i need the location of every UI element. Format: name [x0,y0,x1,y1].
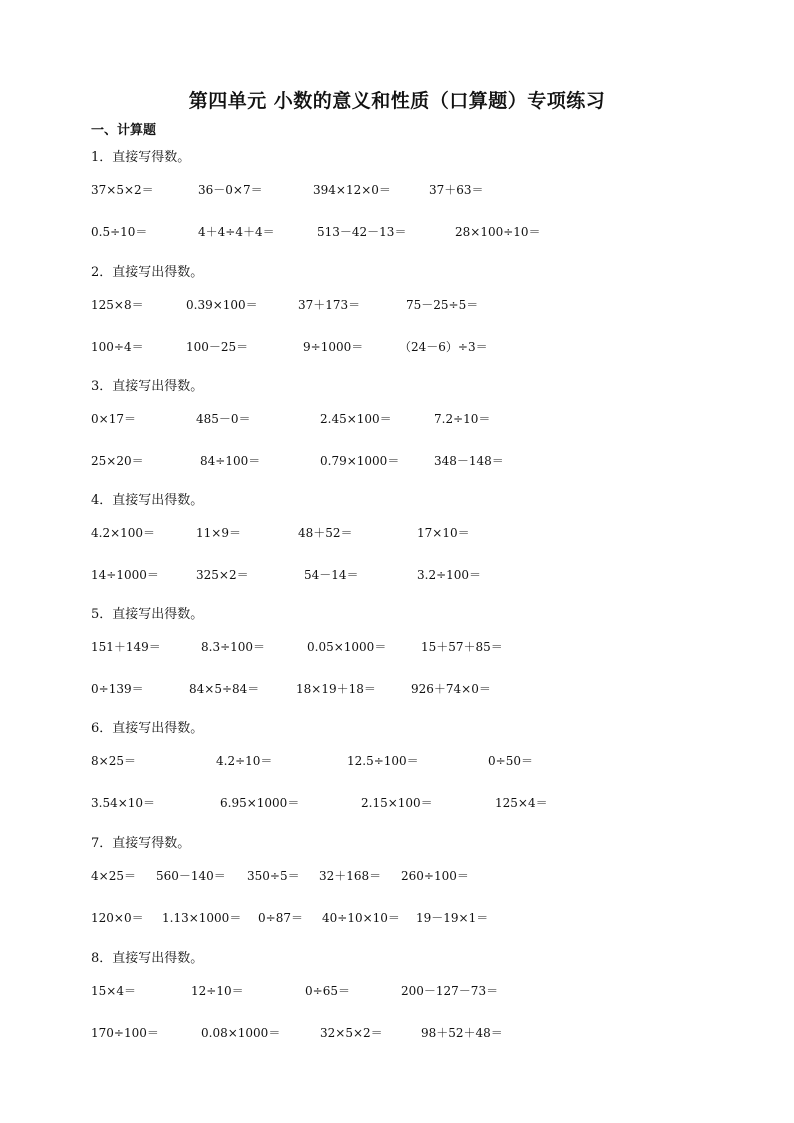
arithmetic-item: 7.2÷10＝ [434,412,491,426]
arithmetic-item: 560－140＝ [156,869,226,883]
arithmetic-item: 32×5×2＝ [320,1026,383,1040]
arithmetic-item: 170÷100＝ [91,1026,159,1040]
arithmetic-item: 18×19＋18＝ [296,682,376,696]
arithmetic-item: 0.79×1000＝ [320,454,400,468]
arithmetic-item: 100－25＝ [186,340,249,354]
arithmetic-item: 0÷139＝ [91,682,144,696]
arithmetic-item: 0.5÷10＝ [91,225,148,239]
arithmetic-item: 75－25÷5＝ [406,298,479,312]
arithmetic-item: 2.45×100＝ [320,412,392,426]
arithmetic-item: 9÷1000＝ [303,340,364,354]
arithmetic-item: 84×5÷84＝ [189,682,260,696]
arithmetic-item: 348－148＝ [434,454,504,468]
arithmetic-item: 40÷10×10＝ [322,911,400,925]
arithmetic-item: 926＋74×0＝ [411,682,491,696]
question-heading: 7．直接写得数。 [91,836,191,851]
arithmetic-item: 0.08×1000＝ [201,1026,281,1040]
arithmetic-item: 120×0＝ [91,911,144,925]
arithmetic-item: 4.2×100＝ [91,526,156,540]
arithmetic-item: 325×2＝ [196,568,249,582]
arithmetic-item: 3.54×10＝ [91,796,156,810]
arithmetic-item: 100÷4＝ [91,340,144,354]
question-heading: 2．直接写出得数。 [91,265,204,280]
arithmetic-item: 8×25＝ [91,754,136,768]
arithmetic-item: 84÷100＝ [200,454,261,468]
arithmetic-item: （24－6）÷3＝ [399,340,488,354]
page-title: 第四单元 小数的意义和性质（口算题）专项练习 [188,90,606,112]
arithmetic-item: 54－14＝ [304,568,359,582]
arithmetic-item: 350÷5＝ [247,869,300,883]
arithmetic-item: 32＋168＝ [319,869,382,883]
arithmetic-item: 48＋52＝ [298,526,353,540]
arithmetic-item: 0÷50＝ [488,754,533,768]
question-heading: 6．直接写出得数。 [91,721,204,736]
arithmetic-item: 125×4＝ [495,796,548,810]
arithmetic-item: 0×17＝ [91,412,136,426]
arithmetic-item: 8.3÷100＝ [201,640,266,654]
arithmetic-item: 37×5×2＝ [91,183,154,197]
question-heading: 3．直接写出得数。 [91,379,204,394]
arithmetic-item: 37＋63＝ [429,183,484,197]
arithmetic-item: 19－19×1＝ [416,911,489,925]
arithmetic-item: 0÷65＝ [305,984,350,998]
arithmetic-item: 3.2÷100＝ [417,568,482,582]
arithmetic-item: 11×9＝ [196,526,241,540]
arithmetic-item: 1.13×1000＝ [162,911,242,925]
arithmetic-item: 4.2÷10＝ [216,754,273,768]
arithmetic-item: 260÷100＝ [401,869,469,883]
arithmetic-item: 12÷10＝ [191,984,244,998]
arithmetic-item: 12.5÷100＝ [347,754,419,768]
arithmetic-item: 6.95×1000＝ [220,796,300,810]
arithmetic-item: 15＋57＋85＝ [421,640,503,654]
section-heading: 一、计算题 [91,123,157,138]
arithmetic-item: 2.15×100＝ [361,796,433,810]
arithmetic-item: 17×10＝ [417,526,470,540]
arithmetic-item: 485－0＝ [196,412,251,426]
arithmetic-item: 0÷87＝ [258,911,303,925]
arithmetic-item: 14÷1000＝ [91,568,159,582]
arithmetic-item: 37＋173＝ [298,298,361,312]
arithmetic-item: 15×4＝ [91,984,136,998]
arithmetic-item: 0.39×100＝ [186,298,258,312]
question-heading: 5．直接写出得数。 [91,607,204,622]
arithmetic-item: 36－0×7＝ [198,183,263,197]
arithmetic-item: 394×12×0＝ [313,183,391,197]
arithmetic-item: 98＋52＋48＝ [421,1026,503,1040]
arithmetic-item: 151＋149＝ [91,640,161,654]
arithmetic-item: 513－42－13＝ [317,225,407,239]
arithmetic-item: 200－127－73＝ [401,984,499,998]
arithmetic-item: 28×100÷10＝ [455,225,541,239]
arithmetic-item: 0.05×1000＝ [307,640,387,654]
arithmetic-item: 4＋4÷4＋4＝ [198,225,275,239]
arithmetic-item: 4×25＝ [91,869,136,883]
question-heading: 1．直接写得数。 [91,150,191,165]
question-heading: 8．直接写出得数。 [91,951,204,966]
arithmetic-item: 125×8＝ [91,298,144,312]
question-heading: 4．直接写出得数。 [91,493,204,508]
arithmetic-item: 25×20＝ [91,454,144,468]
